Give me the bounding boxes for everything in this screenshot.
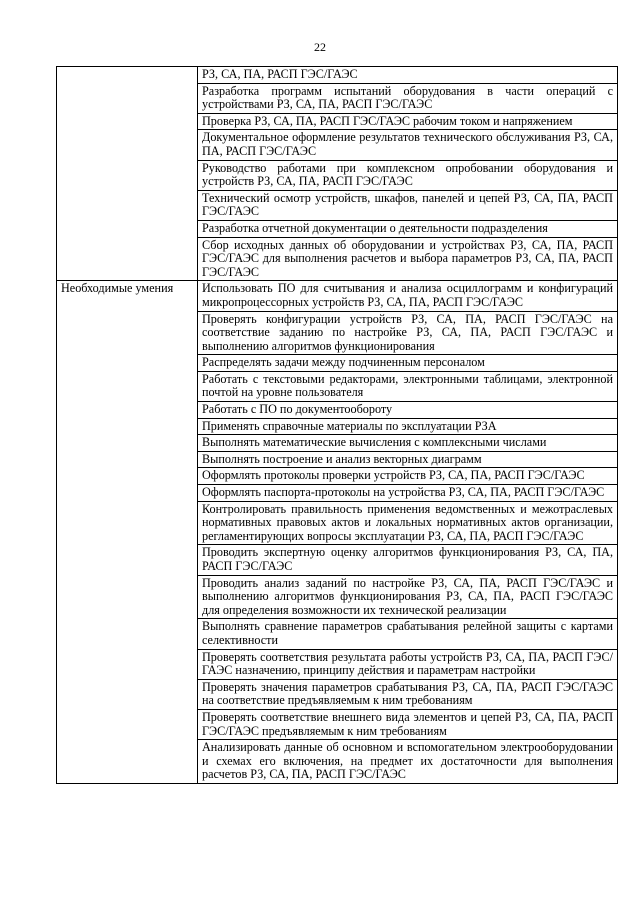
table-cell: Работать с текстовыми редакторами, электронными таблицами, электронной почтой на уровне пользователя (198, 371, 617, 401)
group-items (198, 67, 617, 280)
table-cell: Проверять соответствия результата работы устройств РЗ, СА, ПА, РАСП ГЭС/ГАЭС назначению, принципу действия и параметрам настройки (198, 649, 617, 679)
table-cell: Разработка программ испытаний оборудования в части операций с устройствами РЗ, СА, ПА, РАСП ГЭС/ГАЭС (198, 83, 617, 113)
table-cell: РЗ, СА, ПА, РАСП ГЭС/ГАЭС (202, 67, 358, 81)
table-cell: Руководство работами при комплексном опробовании оборудования и устройств РЗ, СА, ПА, РАСП ГЭС/ГАЭС (198, 160, 617, 190)
table-cell: Выполнять математические вычисления с комплексными числами (198, 434, 617, 451)
table-cell: Сбор исходных данных об оборудовании и устройствах РЗ, СА, ПА, РАСП ГЭС/ГАЭС для выполнения расчетов и выбора параметров РЗ, СА, ПА, РАСП ГЭС/ГАЭС (198, 237, 617, 281)
page-number: 22 (314, 40, 326, 54)
table-cell: Распределять задачи между подчиненным персоналом (198, 354, 617, 371)
table-cell: Работать с ПО по документообороту (198, 401, 617, 418)
table-cell: Анализировать данные об основном и вспомогательном электрооборудовании и схемах его включения, на предмет их достаточности для выполнения расчетов РЗ, СА, ПА, РАСП ГЭС/ГАЭС (198, 739, 617, 783)
table-cell: Применять справочные материалы по эксплуатации РЗА (198, 418, 617, 435)
table-cell: Технический осмотр устройств, шкафов, панелей и цепей РЗ, СА, ПА, РАСП ГЭС/ГАЭС (198, 190, 617, 220)
table-cell: Использовать ПО для считывания и анализа осциллограмм и конфигураций микропроцессорных устройств РЗ, СА, ПА, РАСП ГЭС/ГАЭС (202, 281, 613, 309)
table-cell: Оформлять протоколы проверки устройств РЗ, СА, ПА, РАСП ГЭС/ГАЭС (198, 467, 617, 484)
table-cell: Разработка отчетной документации о деятельности подразделения (198, 220, 617, 237)
table-cell: Проверять конфигурации устройств РЗ, СА, ПА, РАСП ГЭС/ГАЭС на соответствие заданию по настройке РЗ, СА, ПА, РАСП ГЭС/ГАЭС и выполнению алгоритмов функционирования (198, 311, 617, 355)
table-cell: Документальное оформление результатов технического обслуживания РЗ, СА, ПА, РАСП ГЭС/ГАЭС (198, 129, 617, 159)
table-cell: Выполнять сравнение параметров срабатывания релейной защиты с картами селективности (198, 618, 617, 648)
table-cell: Проводить экспертную оценку алгоритмов функционирования РЗ, СА, ПА, РАСП ГЭС/ГАЭС (198, 544, 617, 574)
table-cell: Проводить анализ заданий по настройке РЗ, СА, ПА, РАСП ГЭС/ГАЭС и выполнению алгоритмов функционирования РЗ, СА, ПА, РАСП ГЭС/ГАЭС для определения возможности их технической реализации (198, 575, 617, 619)
table-group-continued (57, 67, 617, 281)
table-cell: Проверять соответствие внешнего вида элементов и цепей РЗ, СА, ПА, РАСП ГЭС/ГАЭС предъявляемым к ним требованиям (198, 709, 617, 739)
table-cell: Проверка РЗ, СА, ПА, РАСП ГЭС/ГАЭС рабочим током и напряжением (198, 113, 617, 130)
table-group-skills (57, 281, 617, 784)
requirements-table (56, 66, 618, 784)
table-cell: Проверять значения параметров срабатывания РЗ, СА, ПА, РАСП ГЭС/ГАЭС на соответствие предъявляемым к ним требованиям (198, 679, 617, 709)
group-items (198, 281, 617, 783)
table-cell: Выполнять построение и анализ векторных диаграмм (198, 451, 617, 468)
table-cell: Контролировать правильность применения ведомственных и межотраслевых нормативных правовых актов и локальных нормативных актов организации, регламентирующих вопросы эксплуатации РЗ, СА, ПА, РАСП ГЭС/ГАЭС (198, 501, 617, 545)
table-cell: Оформлять паспорта-протоколы на устройства РЗ, СА, ПА, РАСП ГЭС/ГАЭС (198, 484, 617, 501)
group-label-skills: Необходимые умения (57, 281, 198, 783)
group-label (57, 67, 198, 280)
